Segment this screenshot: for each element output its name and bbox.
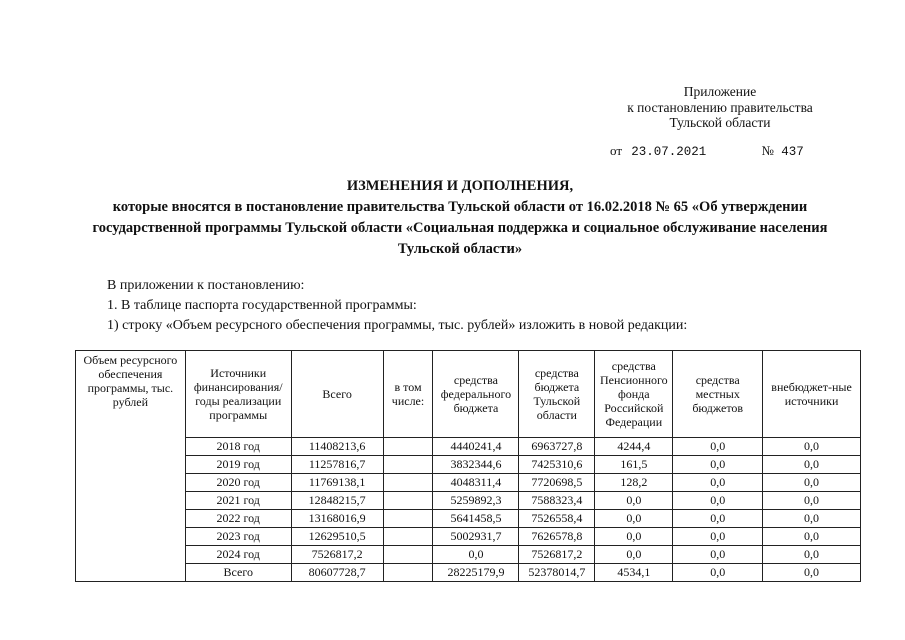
title-line-2: государственной программы Тульской области «Социальная поддержка и социальное обслуживание населения: [92, 220, 828, 236]
title-line-1: которые вносятся в постановление правительства Тульской области от 16.02.2018 № 65 «Об утверждении: [112, 199, 808, 215]
cell-local: 0,0: [673, 528, 763, 546]
cell-federal: 5002931,7: [433, 528, 519, 546]
appendix-to-resolution: к постановлению правительства: [627, 99, 813, 115]
intro-line-2: 1. В таблице паспорта государственной программы:: [107, 298, 417, 313]
header-sources: Источники финансирования/ годы реализации программы: [185, 351, 291, 438]
cell-local: 0,0: [673, 564, 763, 582]
cell-total: 12629510,5: [291, 528, 383, 546]
table-row: [76, 456, 861, 474]
title-line-3: Тульской области»: [397, 241, 523, 257]
cell-federal: 5641458,5: [433, 510, 519, 528]
table-row: [76, 528, 861, 546]
intro-line-3: 1) строку «Объем ресурсного обеспечения программы, тыс. рублей» изложить в новой редакции:: [107, 318, 688, 333]
cell-federal: 28225179,9: [433, 564, 519, 582]
cell-extrabudget: 0,0: [763, 474, 861, 492]
table-row: [76, 510, 861, 528]
cell-federal: 0,0: [433, 546, 519, 564]
cell-year: 2020 год: [185, 474, 291, 492]
cell-local: 0,0: [673, 474, 763, 492]
cell-year: 2018 год: [185, 438, 291, 456]
cell-federal: 4048311,4: [433, 474, 519, 492]
cell-local: 0,0: [673, 510, 763, 528]
date-prefix: от: [610, 143, 623, 158]
cell-extrabudget: 0,0: [763, 438, 861, 456]
number-prefix: №: [761, 143, 774, 158]
cell-year: 2024 год: [185, 546, 291, 564]
cell-year: 2019 год: [185, 456, 291, 474]
header-pension: средства Пенсионного фонда Российской Федерации: [595, 351, 673, 438]
table-header-row: [76, 351, 861, 438]
cell-extrabudget: 0,0: [763, 492, 861, 510]
cell-total: 11257816,7: [291, 456, 383, 474]
cell-regional: 7588323,4: [519, 492, 595, 510]
resolution-number: 437: [781, 145, 804, 159]
cell-extrabudget: 0,0: [763, 510, 861, 528]
cell-including-empty: [383, 546, 433, 564]
cell-pension: 4534,1: [595, 564, 673, 582]
row-label-cell: Объем ресурсного обеспечения программы, тыс. рублей: [76, 351, 186, 582]
resolution-date: 23.07.2021: [631, 145, 707, 159]
cell-extrabudget: 0,0: [763, 528, 861, 546]
cell-extrabudget: 0,0: [763, 456, 861, 474]
cell-regional: 7526817,2: [519, 546, 595, 564]
cell-federal: 3832344,6: [433, 456, 519, 474]
title-heading: ИЗМЕНЕНИЯ И ДОПОЛНЕНИЯ,: [346, 178, 574, 194]
cell-including-empty: [383, 528, 433, 546]
cell-year: 2023 год: [185, 528, 291, 546]
cell-extrabudget: 0,0: [763, 546, 861, 564]
cell-year: 2021 год: [185, 492, 291, 510]
cell-including-empty: [383, 492, 433, 510]
header-local: средства местных бюджетов: [673, 351, 763, 438]
cell-total: 11769138,1: [291, 474, 383, 492]
appendix-region: Тульской области: [669, 115, 771, 130]
cell-regional: 7425310,6: [519, 456, 595, 474]
cell-including-empty: [383, 474, 433, 492]
header-total: Всего: [291, 351, 383, 438]
table-row: [76, 474, 861, 492]
cell-federal: 5259892,3: [433, 492, 519, 510]
cell-local: 0,0: [673, 546, 763, 564]
table-row: [76, 492, 861, 510]
cell-pension: 0,0: [595, 546, 673, 564]
header-extrabudget: внебюджет-ные источники: [763, 351, 861, 438]
cell-including-empty: [383, 438, 433, 456]
appendix-block: [600, 84, 840, 131]
table-row: [76, 564, 861, 582]
cell-pension: 0,0: [595, 510, 673, 528]
cell-regional: 7626578,8: [519, 528, 595, 546]
cell-total: 80607728,7: [291, 564, 383, 582]
cell-year: 2022 год: [185, 510, 291, 528]
cell-including-empty: [383, 564, 433, 582]
table-row: [76, 546, 861, 564]
cell-pension: 4244,4: [595, 438, 673, 456]
header-federal: средства федерального бюджета: [433, 351, 519, 438]
resource-table: [75, 350, 861, 582]
date-number-line: [610, 143, 804, 159]
document-title: [60, 176, 860, 260]
cell-local: 0,0: [673, 492, 763, 510]
cell-total: 7526817,2: [291, 546, 383, 564]
cell-including-empty: [383, 456, 433, 474]
intro-text: [107, 276, 687, 336]
header-including: в том числе:: [383, 351, 433, 438]
appendix-title: Приложение: [683, 84, 757, 99]
cell-total: 11408213,6: [291, 438, 383, 456]
cell-pension: 128,2: [595, 474, 673, 492]
cell-pension: 0,0: [595, 492, 673, 510]
cell-year: Всего: [185, 564, 291, 582]
cell-regional: 6963727,8: [519, 438, 595, 456]
cell-federal: 4440241,4: [433, 438, 519, 456]
cell-local: 0,0: [673, 456, 763, 474]
cell-total: 12848215,7: [291, 492, 383, 510]
cell-extrabudget: 0,0: [763, 564, 861, 582]
cell-pension: 0,0: [595, 528, 673, 546]
cell-regional: 7526558,4: [519, 510, 595, 528]
intro-line-1: В приложении к постановлению:: [107, 278, 305, 293]
cell-regional: 52378014,7: [519, 564, 595, 582]
cell-local: 0,0: [673, 438, 763, 456]
cell-pension: 161,5: [595, 456, 673, 474]
header-regional: средства бюджета Тульской области: [519, 351, 595, 438]
table-row: [76, 438, 861, 456]
cell-regional: 7720698,5: [519, 474, 595, 492]
cell-total: 13168016,9: [291, 510, 383, 528]
cell-including-empty: [383, 510, 433, 528]
